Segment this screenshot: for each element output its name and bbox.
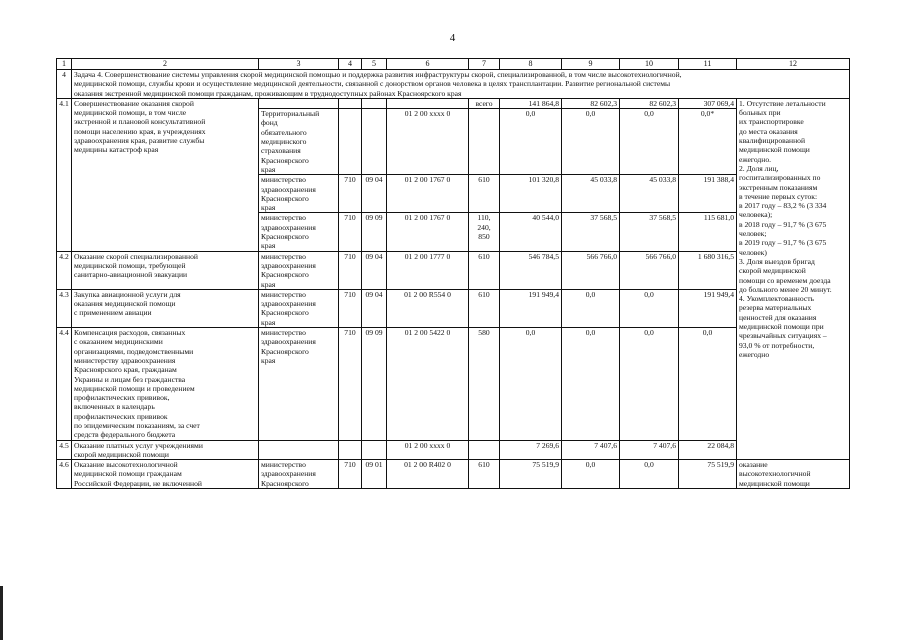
cell-empty — [259, 98, 339, 108]
amount-total: 22 084,8 — [679, 440, 737, 460]
table-row — [57, 328, 850, 441]
vr-code: 610 — [469, 251, 500, 289]
vr-code — [469, 109, 500, 175]
amount-2019: 45 033,8 — [620, 175, 679, 213]
grbs-code: 710 — [339, 460, 362, 489]
amount-total: 191 949,4 — [679, 289, 737, 327]
executor — [259, 440, 339, 460]
amount-2019: 566 766,0 — [620, 251, 679, 289]
csr-code: 01 2 00 5422 0 — [387, 328, 469, 441]
measure-name: Оказание высокотехнологичной медицинской помощи гражданам Российской Федерации, не включенной — [72, 460, 259, 489]
amount-2019: 0,0 — [620, 109, 679, 175]
indicators: 1. Отсутствие летальности больных при их транспортировке до места оказания квалифицированной медицинской помощи ежегодно. 2. Доля лиц, госпитализированных по экстренным показаниям в течение первых суток: в 2017 году – 83,2 % (3 334 человека); в 2018 году – 91,7 % (3 675 человек; в 2019 году – 91,7 % (3 675 человек) 3. Доля выездов бригад скорой медицинской помощи со временем доезда до больного менее 20 минут. 4. Укомплектованность резерва материальных ценностей для оказания медицинской помощи при чрезвычайных ситуациях – 93,0 % от потребности, ежегодно — [737, 98, 850, 459]
measure-name: Оказание скорой специализированной медицинской помощи, требующей санитарно-авиационной эвакуации — [72, 251, 259, 289]
header-cell: 2 — [72, 59, 259, 70]
table-row — [57, 440, 850, 460]
table-row — [57, 289, 850, 327]
amount-2019: 82 602,3 — [620, 98, 679, 108]
header-cell: 7 — [469, 59, 500, 70]
grbs-code: 710 — [339, 251, 362, 289]
row-number: 4.4 — [57, 328, 72, 441]
vr-code: 110, 240, 850 — [469, 213, 500, 251]
amount-2017: 191 949,4 — [500, 289, 562, 327]
rzpr-code: 09 04 — [362, 175, 387, 213]
amount-total: 0,0* — [679, 109, 737, 175]
rzpr-code: 09 04 — [362, 289, 387, 327]
header-cell: 6 — [387, 59, 469, 70]
header-cell: 8 — [500, 59, 562, 70]
task-row — [57, 70, 850, 99]
task-number: 4 — [57, 70, 72, 99]
amount-2017: 7 269,6 — [500, 440, 562, 460]
amount-2018: 82 602,3 — [562, 98, 620, 108]
amount-2017: 141 864,8 — [500, 98, 562, 108]
executor: министерство здравоохранения Красноярского края — [259, 289, 339, 327]
indicators: оказание высокотехнологичной медицинской помощи — [737, 460, 850, 489]
header-cell: 3 — [259, 59, 339, 70]
amount-2018: 0,0 — [562, 328, 620, 441]
amount-2018: 0,0 — [562, 460, 620, 489]
rzpr-code: 09 04 — [362, 251, 387, 289]
amount-total: 307 069,4 — [679, 98, 737, 108]
vr-code: 610 — [469, 460, 500, 489]
header-cell: 5 — [362, 59, 387, 70]
csr-code: 01 2 00 R554 0 — [387, 289, 469, 327]
measure-name: Совершенствование оказания скорой медицинской помощи, в том числе экстренной и плановой консультативной помощи населению края, в учреждениях здравоохранения края, развитие службы медицины катастроф края — [72, 98, 259, 251]
page-number: 4 — [449, 32, 456, 44]
vr-code: 610 — [469, 175, 500, 213]
executor: министерство здравоохранения Красноярского края — [259, 175, 339, 213]
amount-total: 115 681,0 — [679, 213, 737, 251]
vr-code: 610 — [469, 289, 500, 327]
grbs-code — [339, 109, 362, 175]
row-number: 4.5 — [57, 440, 72, 460]
rzpr-code: 09 01 — [362, 460, 387, 489]
executor: министерство здравоохранения Красноярского края — [259, 251, 339, 289]
measure-name: Оказание платных услуг учреждениями скорой медицинской помощи — [72, 440, 259, 460]
amount-2018: 37 568,5 — [562, 213, 620, 251]
vr-code: всего — [469, 98, 500, 108]
amount-2018: 0,0 — [562, 109, 620, 175]
cell-empty — [387, 98, 469, 108]
header-cell: 9 — [562, 59, 620, 70]
measure-name: Закупка авиационной услуги для оказания медицинской помощи с применением авиации — [72, 289, 259, 327]
header-cell: 1 — [57, 59, 72, 70]
row-number: 4.1 — [57, 98, 72, 251]
table-row — [57, 251, 850, 289]
csr-code: 01 2 00 1777 0 — [387, 251, 469, 289]
amount-2019: 7 407,6 — [620, 440, 679, 460]
amount-2017: 75 519,9 — [500, 460, 562, 489]
amount-2018: 45 033,8 — [562, 175, 620, 213]
rzpr-code — [362, 109, 387, 175]
executor: Территориальный фонд обязательного медицинского страхования Красноярского края — [259, 109, 339, 175]
csr-code: 01 2 00 xxxx 0 — [387, 440, 469, 460]
header-cell: 4 — [339, 59, 362, 70]
measure-name: Компенсация расходов, связанных с оказанием медицинскими организациями, подведомственными министерству здравоохранения Красноярского края, гражданам Украины и лицам без гражданства медицинской помощи и проведением профилактических прививок, включенных в календарь профилактических прививок по эпидемическим показаниям, за счет средств федерального бюджета — [72, 328, 259, 441]
task-text: Задача 4. Совершенствование системы управления скорой медицинской помощью и поддержка развития инфраструктуры скорой, специализированной, в том числе высокотехнологичной, медицинской помощи, службы крови и осуществление медицинской деятельности, связанной с донорством органов человека в целях трансплантации. Развитие региональной системы оказания экстренной медицинской помощи гражданам, проживающим в труднодоступных районах Красноярского края — [72, 70, 850, 99]
grbs-code: 710 — [339, 213, 362, 251]
amount-total: 75 519,9 — [679, 460, 737, 489]
amount-2017: 546 784,5 — [500, 251, 562, 289]
amount-2018: 0,0 — [562, 289, 620, 327]
amount-2017: 0,0 — [500, 109, 562, 175]
amount-2017: 40 544,0 — [500, 213, 562, 251]
cell-empty — [362, 98, 387, 108]
table-row — [57, 98, 850, 108]
amount-2018: 7 407,6 — [562, 440, 620, 460]
executor: министерство здравоохранения Красноярского края — [259, 213, 339, 251]
rzpr-code: 09 09 — [362, 328, 387, 441]
amount-2017: 101 320,8 — [500, 175, 562, 213]
scan-edge-mark — [0, 586, 3, 640]
amount-2019: 0,0 — [620, 460, 679, 489]
amount-2017: 0,0 — [500, 328, 562, 441]
header-cell: 11 — [679, 59, 737, 70]
amount-total: 191 388,4 — [679, 175, 737, 213]
executor: министерство здравоохранения Красноярского края — [259, 328, 339, 441]
amount-2019: 0,0 — [620, 328, 679, 441]
executor: министерство здравоохранения Красноярского — [259, 460, 339, 489]
amount-2018: 566 766,0 — [562, 251, 620, 289]
amount-total: 0,0 — [679, 328, 737, 441]
row-number: 4.2 — [57, 251, 72, 289]
grbs-code — [339, 440, 362, 460]
row-number: 4.6 — [57, 460, 72, 489]
grbs-code: 710 — [339, 289, 362, 327]
rzpr-code — [362, 440, 387, 460]
amount-2019: 0,0 — [620, 289, 679, 327]
csr-code: 01 2 00 xxxx 0 — [387, 109, 469, 175]
row-number: 4.3 — [57, 289, 72, 327]
amount-2019: 37 568,5 — [620, 213, 679, 251]
header-row — [57, 59, 850, 70]
csr-code: 01 2 00 1767 0 — [387, 213, 469, 251]
vr-code: 580 — [469, 328, 500, 441]
vr-code — [469, 440, 500, 460]
csr-code: 01 2 00 1767 0 — [387, 175, 469, 213]
header-cell: 10 — [620, 59, 679, 70]
amount-total: 1 680 316,5 — [679, 251, 737, 289]
header-cell: 12 — [737, 59, 850, 70]
csr-code: 01 2 00 R402 0 — [387, 460, 469, 489]
rzpr-code: 09 09 — [362, 213, 387, 251]
grbs-code: 710 — [339, 328, 362, 441]
program-table — [56, 58, 850, 489]
cell-empty — [339, 98, 362, 108]
table-row — [57, 460, 850, 489]
grbs-code: 710 — [339, 175, 362, 213]
